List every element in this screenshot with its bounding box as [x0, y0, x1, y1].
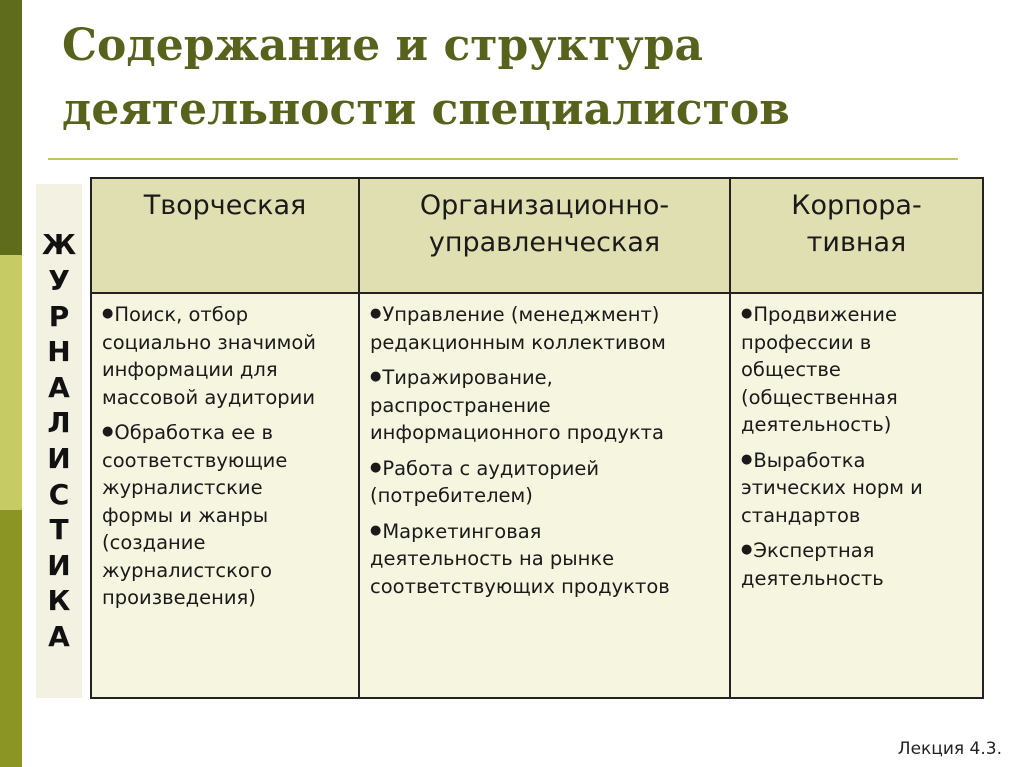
vertical-label-letter: Т [49, 513, 69, 547]
list-item [102, 418, 352, 612]
bullet-icon: ● [370, 306, 382, 321]
list-item-text: Обработка ее в соответствующие журналистские формы и жанры (создание журналистского произведения) [102, 421, 288, 609]
list-item [741, 446, 976, 530]
vertical-label-letter: Ж [41, 228, 77, 262]
bullet-icon: ● [370, 369, 382, 384]
side-accent-bar-bottom [0, 510, 22, 767]
bullet-icon: ● [741, 451, 753, 467]
vertical-label-letter: И [47, 548, 71, 582]
list-item-text: Тиражирование, распространение информационного продукта [370, 366, 664, 444]
corporate-list [741, 300, 976, 592]
list-item-text: Продвижение профессии в обществе (общественная деятельность) [741, 303, 898, 436]
side-accent-bar-top [0, 0, 22, 255]
side-accent-bar-middle [0, 255, 22, 510]
vertical-label-letter: Н [47, 335, 71, 369]
slide-title [62, 14, 962, 142]
list-item [741, 300, 976, 439]
lecture-footer: Лекция 4.3. [897, 739, 1002, 759]
cell-creative [91, 293, 359, 698]
list-item [102, 300, 352, 411]
vertical-label-letter: Л [47, 406, 71, 440]
bullet-icon: ● [741, 542, 753, 557]
list-item-text: Выработка этических норм и стандартов [741, 448, 923, 527]
bullet-icon: ● [370, 459, 382, 475]
list-item-text: Экспертная деятельность [741, 539, 884, 590]
list-item [370, 300, 723, 356]
vertical-label-letter: С [48, 477, 70, 511]
activity-structure-table [90, 177, 984, 699]
bullet-icon: ● [102, 306, 114, 321]
vertical-label-letter: Р [48, 299, 70, 333]
vertical-label-letter: И [47, 442, 71, 475]
organizational-list [370, 300, 723, 600]
vertical-label-letter: А [48, 619, 70, 653]
list-item-text: Поиск, отбор социально значимой информации для массовой аудитории [102, 303, 316, 409]
slide-title-line-2: деятельности специалистов [62, 84, 790, 135]
slide-title-line-1: Содержание и структура [62, 20, 703, 71]
list-item [370, 363, 723, 447]
list-item [370, 454, 723, 510]
table-row [91, 293, 983, 698]
vertical-label-letter: У [48, 264, 70, 298]
header-creative: Творческая [91, 178, 359, 293]
creative-list [102, 300, 352, 612]
header-corporate: Корпора- тивная [730, 178, 983, 293]
header-organizational: Организационно- управленческая [359, 178, 730, 293]
bullet-icon: ● [370, 522, 382, 538]
bullet-icon: ● [102, 424, 114, 439]
vertical-label-letter: А [48, 370, 70, 404]
list-item-text: Маркетинговая деятельность на рынке соответствующих продуктов [370, 519, 670, 598]
vertical-label-letter: К [47, 584, 71, 618]
bullet-icon: ● [741, 306, 753, 321]
title-divider [48, 158, 958, 160]
list-item-text: Работа с аудиторией (потребителем) [370, 456, 600, 507]
list-item [370, 517, 723, 601]
cell-corporate [730, 293, 983, 698]
table-header-row [91, 178, 983, 293]
cell-organizational [359, 293, 730, 698]
list-item [741, 536, 976, 592]
vertical-label-journalism [36, 184, 82, 698]
list-item-text: Управление (менеджмент) редакционным коллективом [370, 303, 666, 354]
